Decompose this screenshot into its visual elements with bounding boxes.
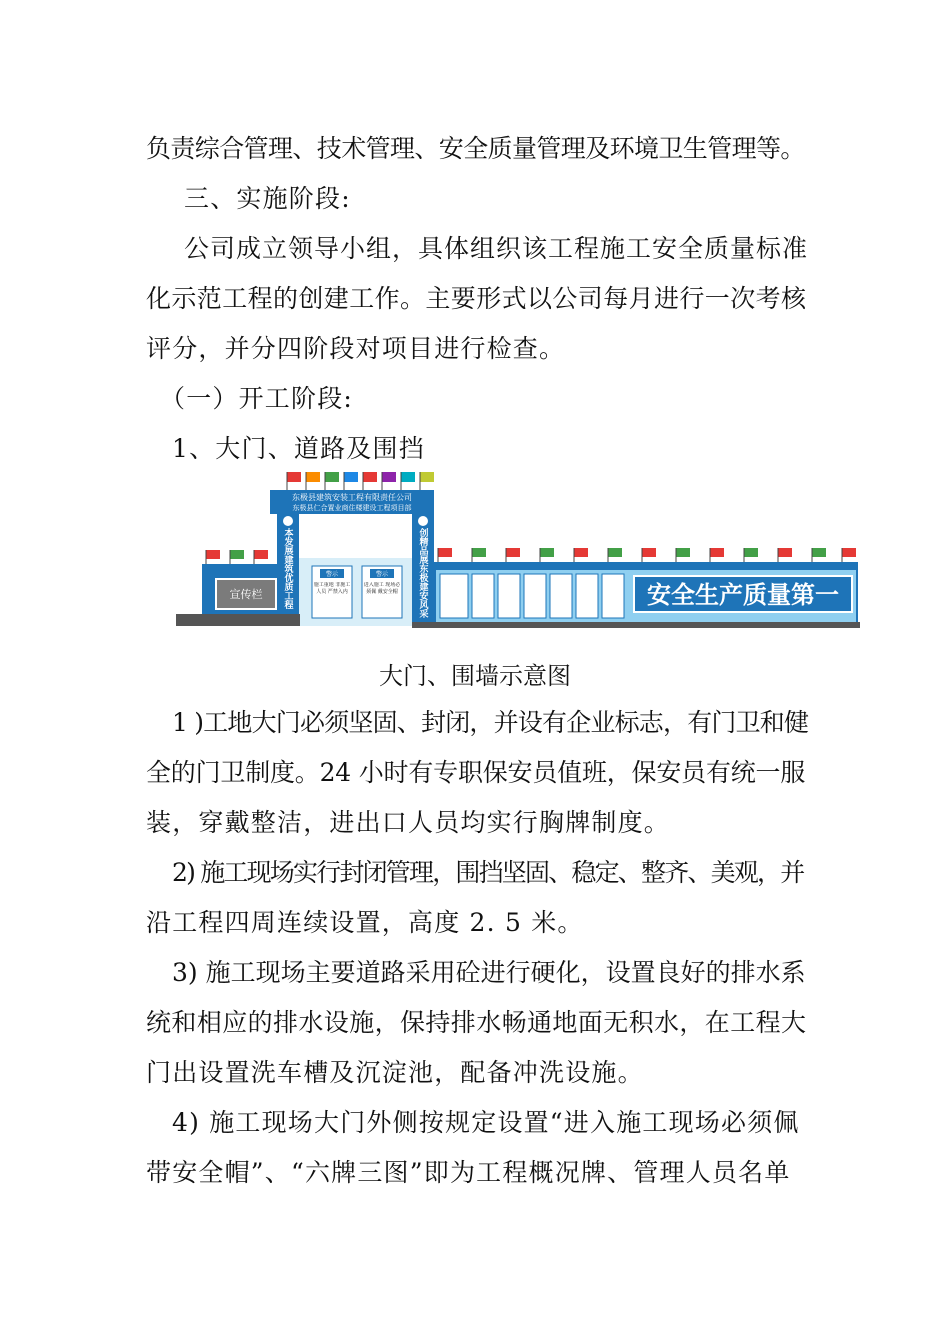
paragraph-line: 带安全帽”、“六牌三图”即为工程概况牌、管理人员名单 <box>146 1158 791 1187</box>
paragraph-line: 负责综合管理、技术管理、安全质量管理及环境卫生管理等。 <box>146 134 805 163</box>
project-name: 东极县仁合置业商住楼建设工程项目部 <box>292 504 412 512</box>
section-heading: 三、实施阶段: <box>184 184 351 213</box>
paragraph-line: 化示范工程的创建工作。主要形式以公司每月进行一次考核 <box>146 284 807 313</box>
right-pillar-slogan: 创精品展东极建安风采 <box>417 528 428 618</box>
left-pillar-slogan: 本发展建筑优质工程 <box>282 528 293 609</box>
paragraph-line: 公司成立领导小组，具体组织该工程施工安全质量标准 <box>184 234 809 263</box>
company-logo-icon <box>283 516 293 526</box>
paragraph-line: 2) 施工现场实行封闭管理，围挡坚固、稳定、整齐、美观，并 <box>172 858 804 887</box>
sign-body: 施工重地 非施工人员 严禁入内 <box>313 582 351 595</box>
right-fence-flags <box>438 548 856 562</box>
gate-flags <box>287 472 434 492</box>
sign-title: 警示 <box>375 571 389 578</box>
item-heading: 1、大门、道路及围挡 <box>172 434 425 463</box>
sign-body: 进入施工 现场必须佩 戴安全帽 <box>363 582 401 595</box>
paragraph-line: 1 )工地大门必须坚固、封闭，并设有企业标志，有门卫和健 <box>172 708 809 737</box>
gate-fence-illustration <box>172 466 862 632</box>
right-base <box>412 622 860 628</box>
subsection-heading: （一）开工阶段: <box>160 384 354 413</box>
notice-boards <box>440 574 624 618</box>
paragraph-line: 4) 施工现场大门外侧按规定设置“进入施工现场必须佩 <box>172 1108 800 1137</box>
company-logo-icon <box>418 516 428 526</box>
figure-caption: 大门、围墙示意图 <box>379 662 571 690</box>
paragraph-line: 全的门卫制度。24 小时有专职保安员值班，保安员有统一服 <box>146 758 806 787</box>
slogan-text: 安全生产质量第一 <box>647 581 839 609</box>
paragraph-line: 门出设置洗车槽及沉淀池，配备冲洗设施。 <box>146 1058 644 1087</box>
left-fence-flags <box>206 550 268 564</box>
paragraph-line: 装，穿戴整洁，进出口人员均实行胸牌制度。 <box>146 808 671 837</box>
sign-title: 警示 <box>325 571 339 578</box>
paragraph-line: 沿工程四周连续设置，高度 2. 5 米。 <box>146 908 584 937</box>
paragraph-line: 统和相应的排水设施，保持排水畅通地面无积水，在工程大 <box>146 1008 807 1037</box>
company-name: 东极县建筑安装工程有限责任公司 <box>292 493 412 502</box>
paragraph-line: 评分，并分四阶段对项目进行检查。 <box>146 334 566 363</box>
bulletin-label: 宣传栏 <box>229 588 263 601</box>
left-base <box>176 614 300 626</box>
paragraph-line: 3) 施工现场主要道路采用砼进行硬化，设置良好的排水系 <box>172 958 806 987</box>
